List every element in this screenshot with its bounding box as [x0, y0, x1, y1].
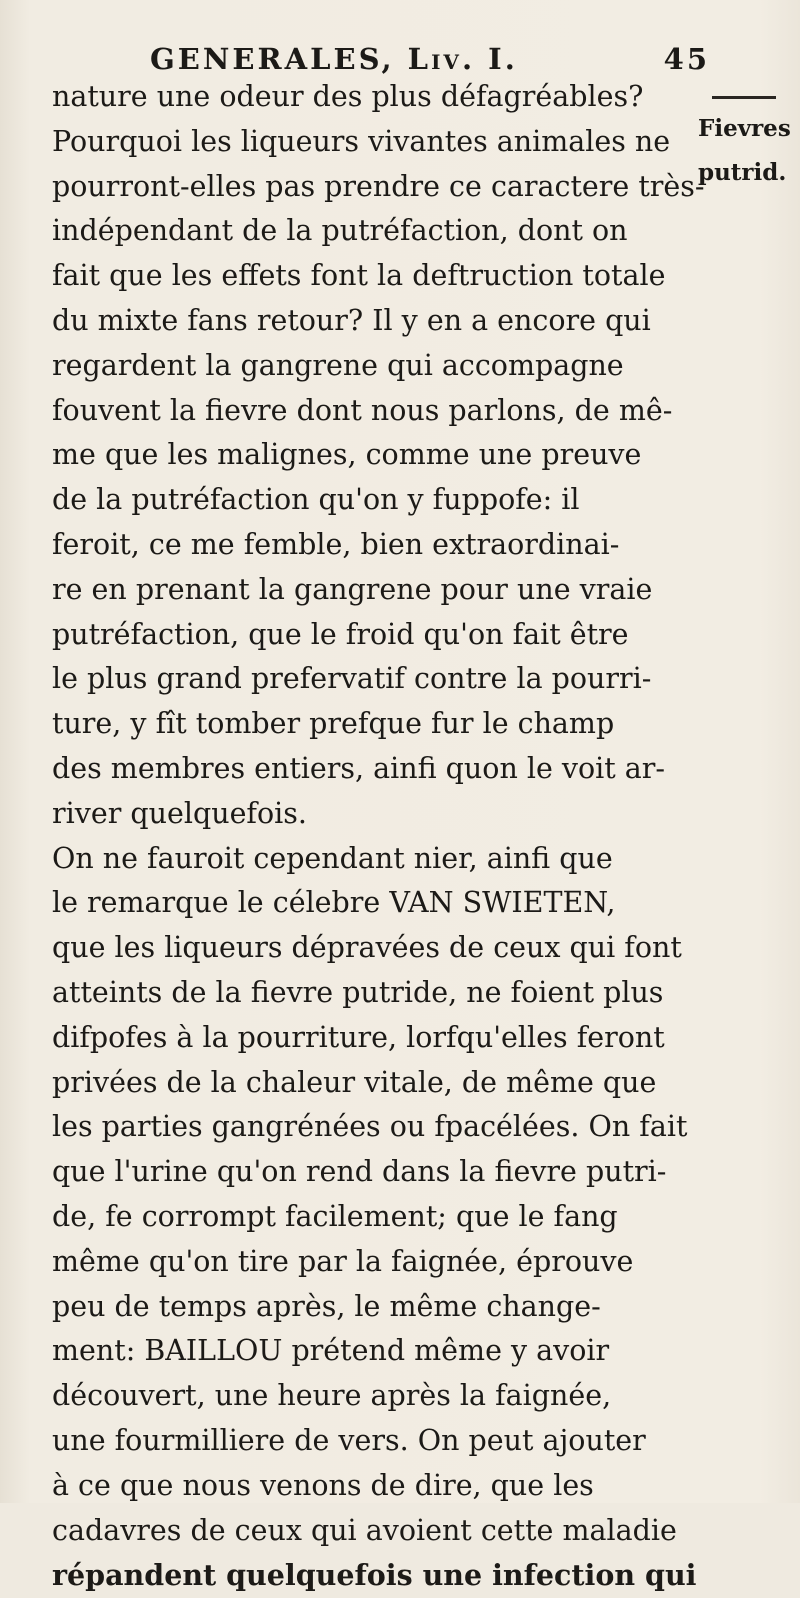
page-number: 45	[663, 42, 710, 76]
text-line: difpofes à la pourriture, lorfqu'elles feront	[52, 1020, 665, 1054]
text-line: le plus grand prefervatif contre la pourri-	[52, 662, 652, 696]
text-line: cadavres de ceux qui avoient cette maladie	[52, 1513, 677, 1547]
text-line: découvert, une heure après la faignée,	[52, 1379, 612, 1413]
text-line: re en prenant la gangrene pour une vraie	[52, 572, 653, 606]
text-line: que l'urine qu'on rend dans la fievre putri-	[52, 1155, 667, 1189]
text-line: river quelquefois.	[52, 796, 307, 830]
text-line: Pourquoi les liqueurs vivantes animales ne	[52, 124, 671, 158]
text-line: ture, y fît tomber prefque fur le champ	[52, 707, 615, 741]
text-line: peu de temps après, le même change-	[52, 1289, 601, 1323]
marginal-note-line-1: Fievres	[698, 116, 791, 142]
text-line: ment: BAILLOU prétend même y avoir	[52, 1334, 610, 1368]
text-line: de, fe corrompt facilement; que le fang	[52, 1199, 618, 1233]
text-line: feroit, ce me femble, bien extraordinai-	[52, 527, 620, 561]
text-line: une fourmilliere de vers. On peut ajouter	[52, 1423, 646, 1457]
text-line: me que les malignes, comme une preuve	[52, 438, 642, 472]
text-line: à ce que nous venons de dire, que les	[52, 1468, 594, 1502]
running-header	[150, 42, 710, 78]
text-line: même qu'on tire par la faignée, éprouve	[52, 1244, 634, 1278]
text-line: On ne fauroit cependant nier, ainfi que	[52, 841, 613, 875]
text-line: regardent la gangrene qui accompagne	[52, 348, 624, 382]
text-line: les parties gangrénées ou fpacélées. On fait	[52, 1110, 688, 1144]
text-line: indépendant de la putréfaction, dont on	[52, 214, 628, 248]
text-line: atteints de la fievre putride, ne foient plus	[52, 975, 664, 1009]
running-title: GENERALES, Liv. I.	[150, 42, 518, 76]
text-line: nature une odeur des plus défagréables?	[52, 80, 644, 113]
text-line: que les liqueurs dépravées de ceux qui font	[52, 931, 682, 965]
text-line: fouvent la fievre dont nous parlons, de mê-	[52, 393, 673, 427]
text-line: des membres entiers, ainfi quon le voit ar-	[52, 751, 666, 785]
text-line: pourront-elles pas prendre ce caractere très-	[52, 169, 705, 203]
body-text	[52, 75, 705, 1598]
margin-rule	[712, 96, 776, 99]
text-line: le remarque le célebre VAN SWIETEN,	[52, 886, 616, 920]
text-line: du mixte fans retour? Il y en a encore qui	[52, 303, 651, 337]
text-line: fait que les effets font la deftruction totale	[52, 259, 666, 293]
text-line: répandent quelquefois une infection qui	[52, 1558, 697, 1593]
text-line: putréfaction, que le froid qu'on fait être	[52, 617, 629, 651]
marginal-note-line-2: putrid.	[698, 160, 787, 186]
text-line: privées de la chaleur vitale, de même que	[52, 1065, 657, 1099]
text-line: de la putréfaction qu'on y fuppofe: il	[52, 483, 580, 517]
